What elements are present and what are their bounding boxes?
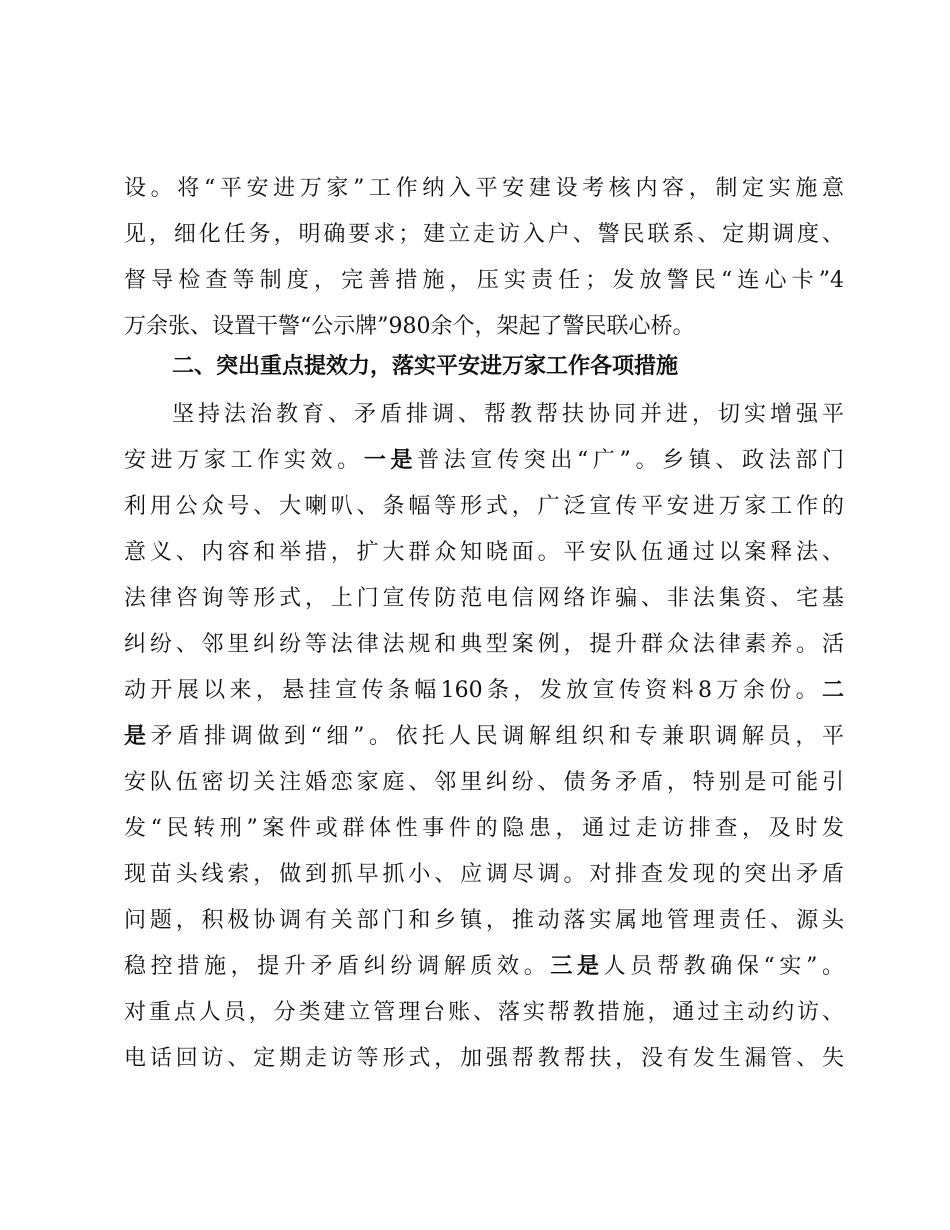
paragraph-line: 问题，积极协调有关部门和乡镇，推动落实属地管理责任、源头 <box>124 908 844 933</box>
paragraph-line <box>124 950 844 984</box>
text-run: 人员帮教确保“实”。 <box>603 954 844 979</box>
item-lead: 三是 <box>550 954 604 979</box>
paragraph-line <box>124 720 844 754</box>
item-lead: 一是 <box>363 448 418 473</box>
paragraph-line: 现苗头线索，做到抓早抓小、应调尽调。对排查发现的突出矛盾 <box>124 862 844 887</box>
paragraph-line: 利用公众号、大喇叭、条幅等形式，广泛宣传平安进万家工作的 <box>124 494 844 519</box>
text-run: 稳控措施，提升矛盾纠纷调解质效。 <box>124 954 551 979</box>
paragraph-line <box>124 444 844 478</box>
paragraph-line <box>124 674 844 708</box>
item-lead: 是 <box>124 724 151 749</box>
paragraph-line: 督导检查等制度，完善措施，压实责任；发放警民“连心卡”4 <box>124 268 844 293</box>
paragraph-line: 坚持法治教育、矛盾排调、帮教帮扶协同并进，切实增强平 <box>172 402 844 427</box>
item-lead: 二 <box>821 678 844 703</box>
section-heading: 二、突出重点提效力，落实平安进万家工作各项措施 <box>172 354 679 379</box>
paragraph-line: 发“民转刑”案件或群体性事件的隐患，通过走访排查，及时发 <box>124 816 844 841</box>
paragraph-line: 纠纷、邻里纠纷等法律法规和典型案例，提升群众法律素养。活 <box>124 632 844 657</box>
paragraph-line: 安队伍密切关注婚恋家庭、邻里纠纷、债务矛盾，特别是可能引 <box>124 770 844 795</box>
text-run: 矛盾排调做到“细”。依托人民调解组织和专兼职调解员，平 <box>150 724 844 749</box>
paragraph-line: 万余张、设置干警“公示牌”980余个，架起了警民联心桥。 <box>124 314 695 339</box>
text-run: 安进万家工作实效。 <box>124 448 364 473</box>
paragraph-line: 见，细化任务，明确要求；建立走访入户、警民联系、定期调度、 <box>124 222 844 247</box>
paragraph-line: 对重点人员，分类建立管理台账、落实帮教措施，通过主动约访、 <box>124 1000 844 1025</box>
text-run: 动开展以来，悬挂宣传条幅160条，发放宣传资料8万余份。 <box>124 678 822 703</box>
text-run: 普法宣传突出“广”。乡镇、政法部门 <box>417 448 844 473</box>
paragraph-line: 意义、内容和举措，扩大群众知晓面。平安队伍通过以案释法、 <box>124 540 844 565</box>
paragraph-line: 法律咨询等形式，上门宣传防范电信网络诈骗、非法集资、宅基 <box>124 586 844 611</box>
paragraph-line: 电话回访、定期走访等形式，加强帮教帮扶，没有发生漏管、失 <box>124 1046 844 1071</box>
paragraph-line: 设。将“平安进万家”工作纳入平安建设考核内容，制定实施意 <box>124 176 844 201</box>
